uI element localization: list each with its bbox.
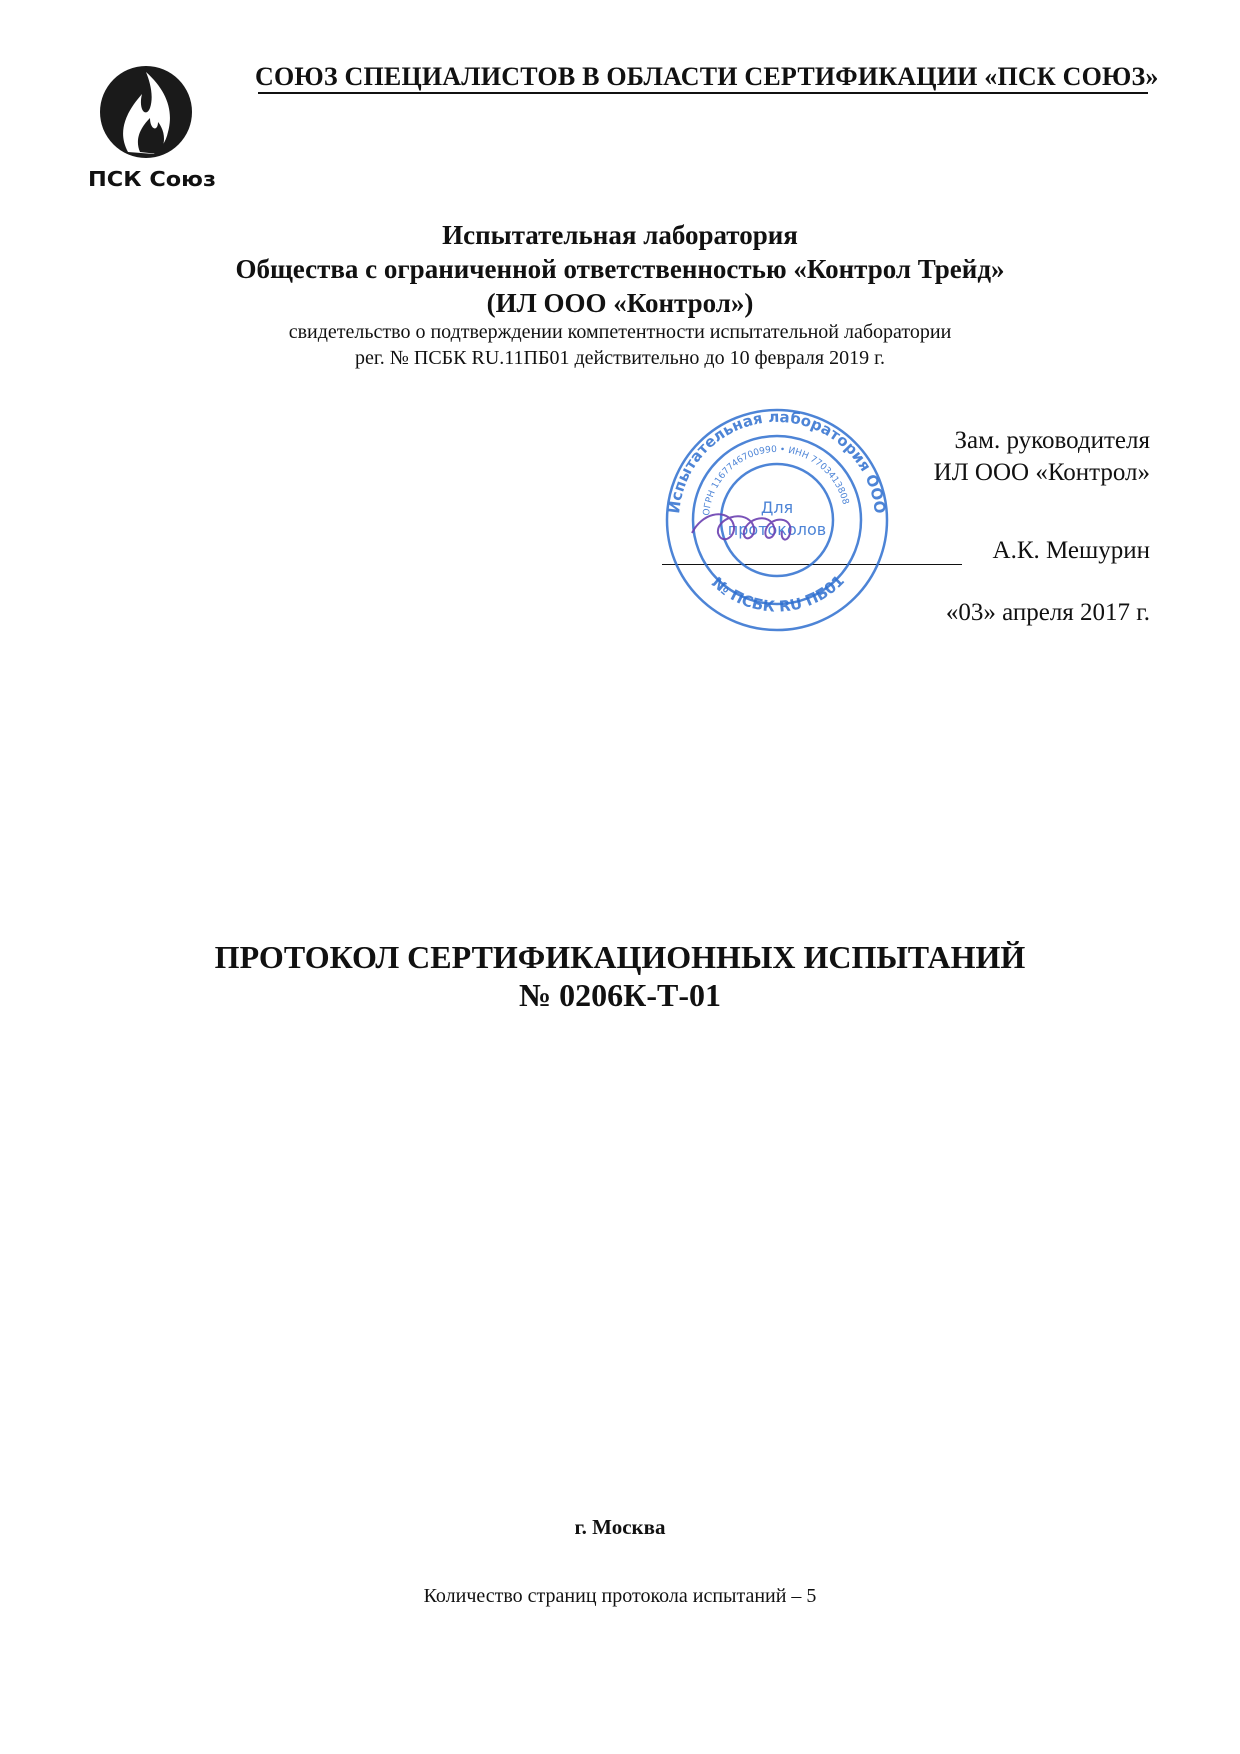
lab-title-block	[0, 218, 1240, 320]
laboratory-stamp	[662, 405, 892, 635]
stamp-center-line-2: протоколов	[727, 520, 827, 539]
lab-title-line-2: Общества с ограниченной ответственностью «Контрол Трейд»	[235, 254, 1005, 284]
psk-soyuz-logo	[88, 60, 218, 210]
flame-logo-icon	[88, 60, 218, 210]
stamp-center-line-1: Для	[760, 498, 794, 517]
approval-date: «03» апреля 2017 г.	[945, 599, 1150, 626]
page-count-note: Количество страниц протокола испытаний – 5	[423, 1585, 817, 1607]
stamp-seal-icon	[662, 405, 892, 635]
lab-certificate-block	[0, 319, 1240, 371]
approver-position-line-2: ИЛ ООО «Контрол»	[933, 459, 1150, 486]
lab-title-line-3: (ИЛ ООО «Контрол»)	[486, 288, 754, 318]
logo-text: ПСК Союз	[88, 167, 216, 191]
stamp-inner-ring-text: ОГРН 1167746700990 • ИНН 7703413808	[702, 444, 851, 517]
protocol-title: ПРОТОКОЛ СЕРТИФИКАЦИОННЫХ ИСПЫТАНИЙ	[214, 939, 1026, 975]
certificate-line-1: свидетельство о подтверждении компетентности испытательной лаборатории	[288, 321, 952, 343]
approver-name: А.К. Мешурин	[992, 537, 1150, 564]
protocol-title-block	[0, 938, 1240, 1014]
protocol-number: № 0206К-Т-01	[518, 977, 721, 1013]
stamp-ring-text: Испытательная лаборатория ООО	[665, 407, 889, 515]
stamp-reg-number: № ПСБК RU ПБ01	[708, 571, 848, 616]
lab-title-line-1: Испытательная лаборатория	[442, 220, 798, 250]
header-divider	[258, 92, 1148, 94]
organization-header: СОЮЗ СПЕЦИАЛИСТОВ В ОБЛАСТИ СЕРТИФИКАЦИИ «ПСК СОЮЗ»	[255, 62, 1159, 91]
certificate-line-2: рег. № ПСБК RU.11ПБ01 действительно до 10 февраля 2019 г.	[354, 347, 886, 369]
city: г. Москва	[574, 1515, 666, 1539]
svg-text:№ ПСБК RU ПБ01	[708, 572, 848, 616]
approver-position-line-1: Зам. руководителя	[954, 427, 1150, 454]
